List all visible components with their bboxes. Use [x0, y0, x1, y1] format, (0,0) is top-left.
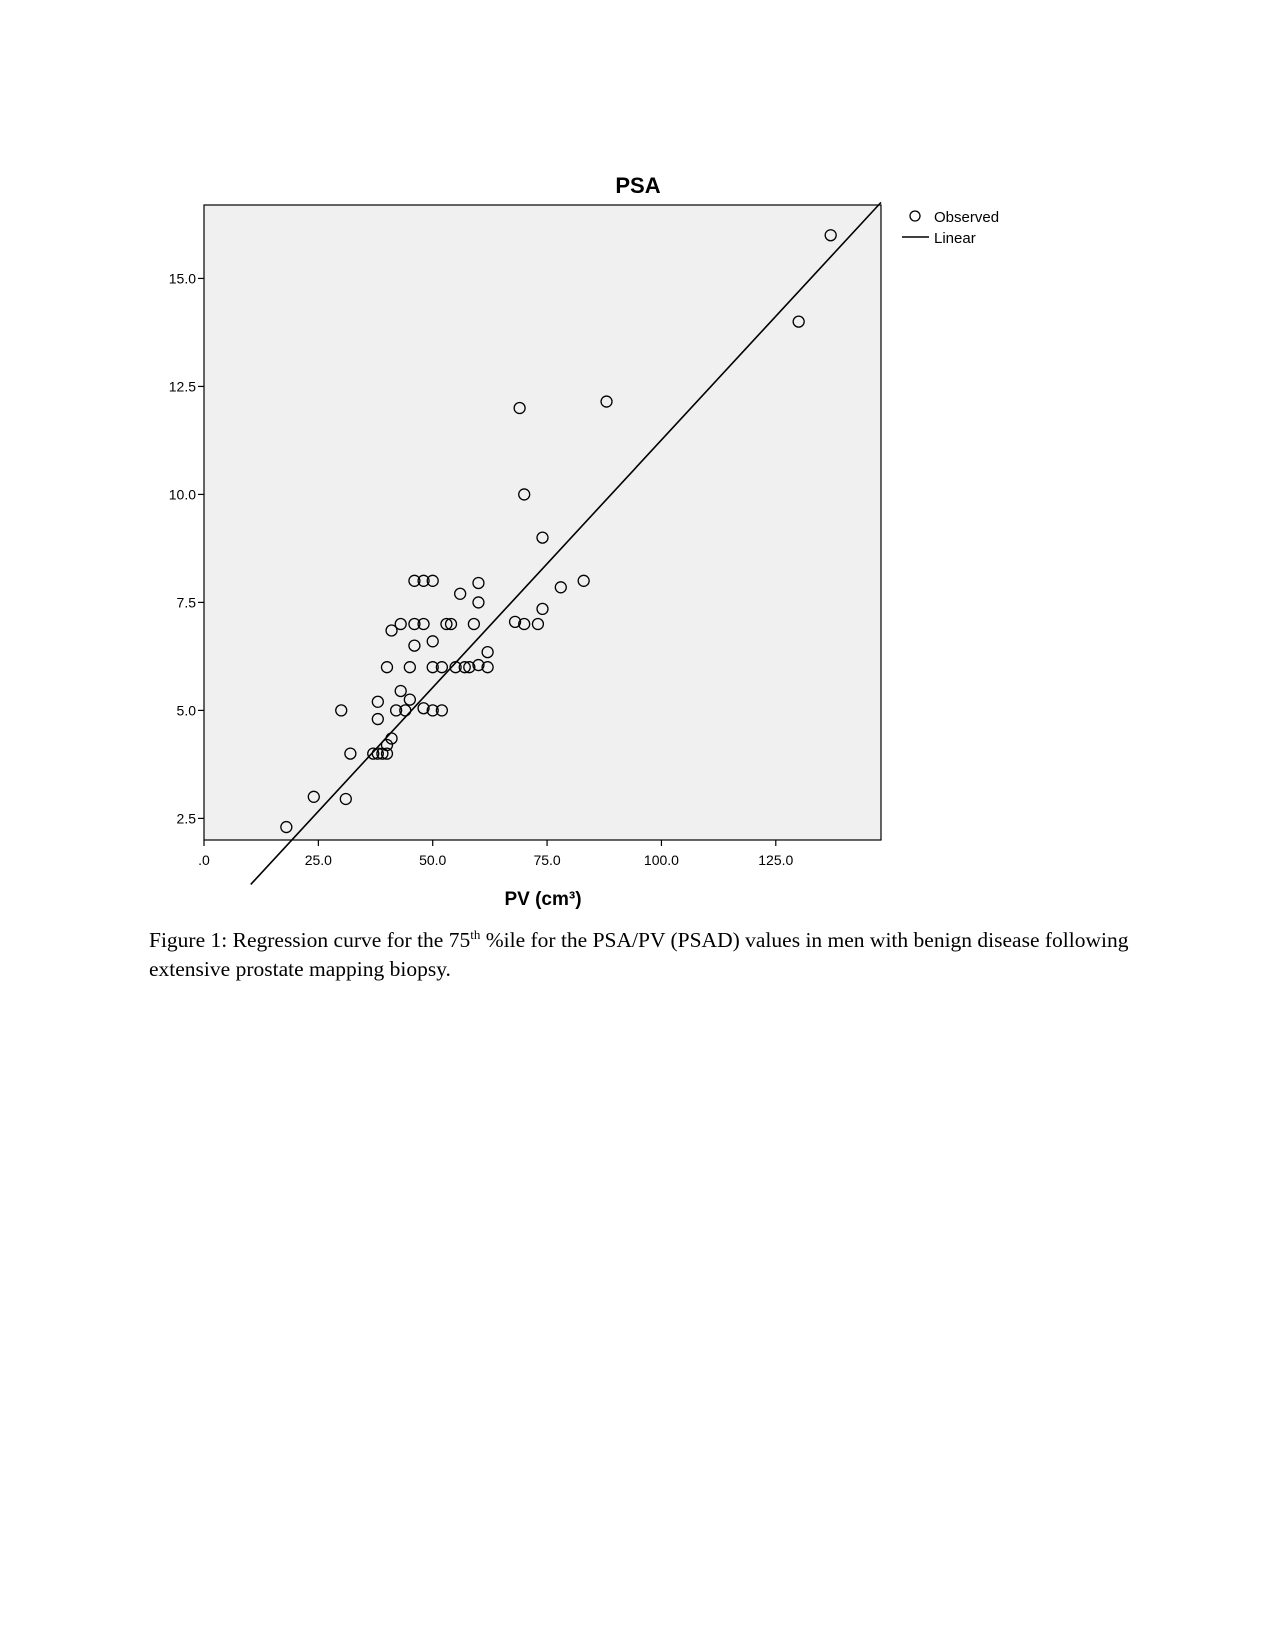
caption-suffix: %ile for the PSA/PV (PSAD) values in men with benign disease following extensive prostate mapping biopsy. — [149, 928, 1129, 981]
x-tick-label-1: 25.0 — [304, 852, 332, 868]
y-tick-label-5: 15.0 — [168, 270, 196, 287]
caption-prefix: Figure 1: Regression curve for the 75 — [149, 928, 471, 952]
x-axis-label: PV (cm³) — [504, 889, 582, 910]
y-tick-label-3: 10.0 — [168, 486, 196, 503]
legend-observed-label: Observed — [934, 209, 1000, 226]
legend-linear-label: Linear — [934, 230, 976, 247]
x-tick-label-3: 75.0 — [533, 852, 561, 868]
y-tick-label-2: 7.5 — [176, 594, 196, 611]
plot-area — [204, 205, 881, 840]
legend — [902, 209, 999, 247]
x-tick-label-5: 125.0 — [758, 852, 794, 868]
legend-observed-marker — [910, 211, 920, 221]
y-tick-label-0: 2.5 — [176, 810, 196, 827]
figure-caption — [149, 926, 1129, 984]
x-tick-label-4: 100.0 — [643, 852, 679, 868]
caption-superscript: th — [470, 927, 481, 942]
chart-title: PSA — [615, 173, 661, 198]
y-tick-label-4: 12.5 — [168, 378, 196, 395]
x-tick-label-0: .0 — [198, 852, 210, 868]
y-tick-label-1: 5.0 — [176, 702, 196, 719]
x-tick-label-2: 50.0 — [419, 852, 447, 868]
